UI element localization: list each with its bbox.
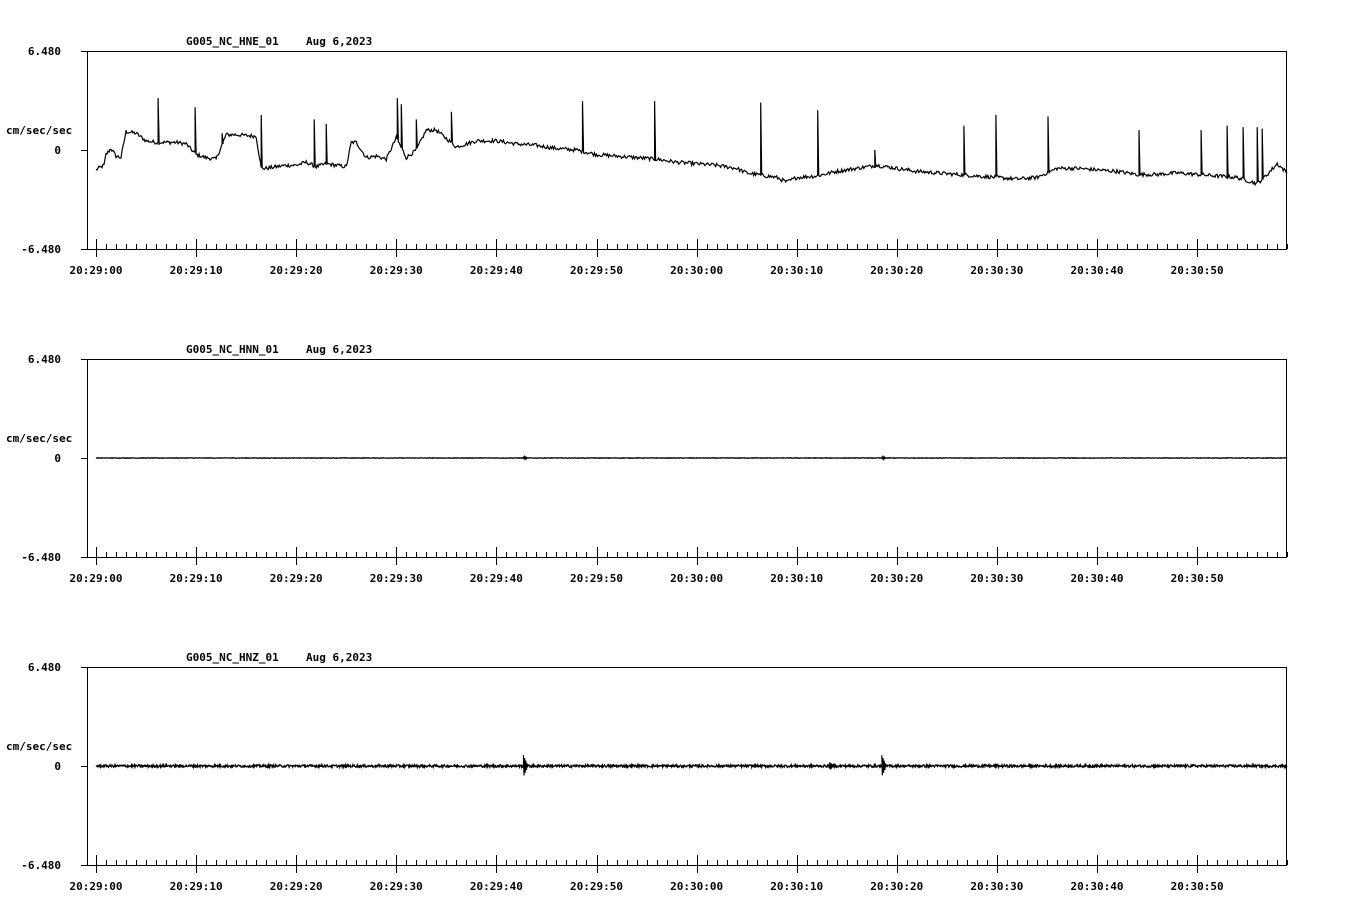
x-tick-label: 20:30:00 <box>670 264 724 277</box>
channel-title: G005_NC_HNE_01 <box>186 35 279 48</box>
x-tick-label: 20:30:40 <box>1070 264 1124 277</box>
x-tick-label: 20:29:40 <box>469 264 523 277</box>
x-tick-label: 20:30:20 <box>870 572 924 585</box>
y-tick-label-min: -6.480 <box>21 859 61 872</box>
x-tick-label: 20:29:30 <box>369 572 423 585</box>
y-tick-label-zero: 0 <box>54 760 61 773</box>
x-tick-label: 20:30:30 <box>970 572 1024 585</box>
y-tick-label-max: 6.480 <box>27 353 61 366</box>
channel-title: G005_NC_HNN_01 <box>186 343 279 356</box>
y-tick-label-zero: 0 <box>54 452 61 465</box>
x-tick-label: 20:30:10 <box>770 572 824 585</box>
y-tick-label-min: -6.480 <box>21 243 61 256</box>
x-tick-label: 20:30:50 <box>1170 572 1224 585</box>
x-tick-label: 20:29:50 <box>570 880 623 893</box>
y-tick-label-max: 6.480 <box>27 45 61 58</box>
waveform-trace <box>96 765 1287 767</box>
x-tick-label: 20:29:10 <box>169 572 223 585</box>
waveform-trace <box>96 98 1287 185</box>
event-burst <box>523 755 527 775</box>
channel-panel-2 <box>6 651 1288 893</box>
y-tick-label-zero: 0 <box>54 144 61 157</box>
x-tick-label: 20:29:20 <box>269 880 323 893</box>
y-axis-label: cm/sec/sec <box>6 124 73 137</box>
x-tick-label: 20:30:40 <box>1070 572 1124 585</box>
event-burst <box>830 762 834 769</box>
x-tick-label: 20:29:30 <box>369 264 423 277</box>
x-tick-label: 20:29:40 <box>469 880 523 893</box>
x-tick-label: 20:29:10 <box>169 264 223 277</box>
x-tick-label: 20:29:50 <box>570 572 623 585</box>
x-tick-label: 20:30:10 <box>770 880 824 893</box>
x-tick-label: 20:30:40 <box>1070 880 1124 893</box>
x-tick-label: 20:29:00 <box>69 264 123 277</box>
y-axis-label: cm/sec/sec <box>6 432 73 445</box>
x-tick-label: 20:30:20 <box>870 880 924 893</box>
y-axis-label: cm/sec/sec <box>6 740 73 753</box>
x-tick-label: 20:29:20 <box>269 264 323 277</box>
x-tick-label: 20:29:20 <box>269 572 323 585</box>
x-tick-label: 20:30:00 <box>670 880 724 893</box>
x-tick-label: 20:30:50 <box>1170 264 1224 277</box>
channel-date: Aug 6,2023 <box>306 35 373 48</box>
x-tick-label: 20:29:50 <box>570 264 623 277</box>
x-tick-label: 20:29:00 <box>69 572 123 585</box>
event-burst <box>523 457 527 460</box>
event-burst <box>882 755 886 775</box>
x-tick-label: 20:29:30 <box>369 880 423 893</box>
x-tick-label: 20:30:50 <box>1170 880 1224 893</box>
x-tick-label: 20:30:10 <box>770 264 824 277</box>
x-tick-label: 20:30:00 <box>670 572 724 585</box>
x-tick-label: 20:30:30 <box>970 264 1024 277</box>
plot-frame <box>88 52 1287 250</box>
channel-date: Aug 6,2023 <box>306 343 373 356</box>
channel-panel-0 <box>6 35 1288 277</box>
y-tick-label-min: -6.480 <box>21 551 61 564</box>
channel-date: Aug 6,2023 <box>306 651 373 664</box>
x-tick-label: 20:30:20 <box>870 264 924 277</box>
channel-title: G005_NC_HNZ_01 <box>186 651 279 664</box>
y-tick-label-max: 6.480 <box>27 661 61 674</box>
x-tick-label: 20:29:10 <box>169 880 223 893</box>
event-burst <box>882 457 886 460</box>
x-tick-label: 20:30:30 <box>970 880 1024 893</box>
channel-panel-1 <box>6 343 1288 585</box>
x-tick-label: 20:29:40 <box>469 572 523 585</box>
x-tick-label: 20:29:00 <box>69 880 123 893</box>
